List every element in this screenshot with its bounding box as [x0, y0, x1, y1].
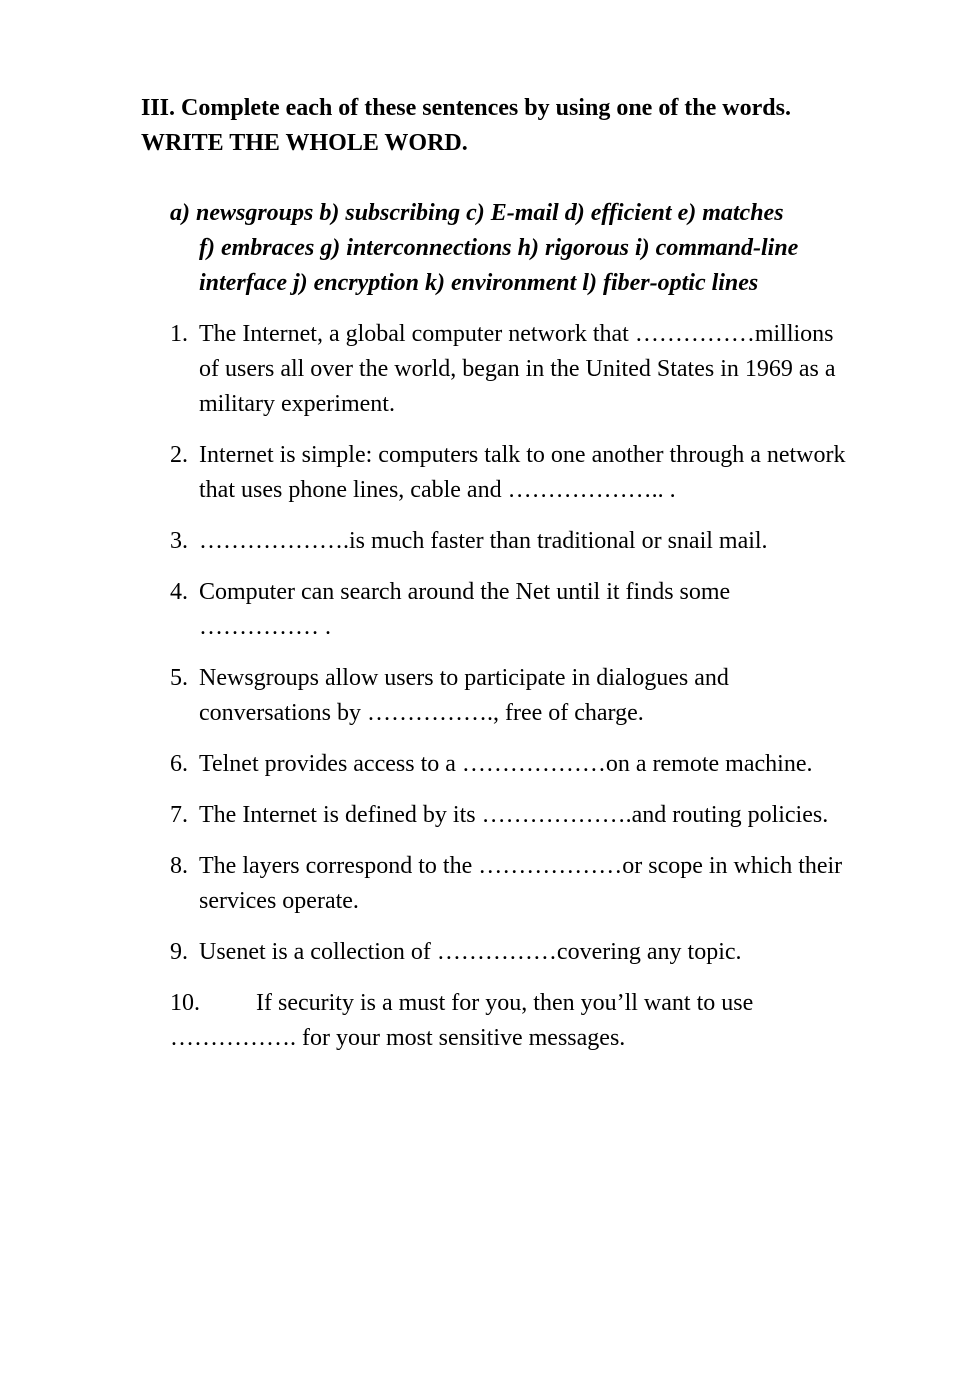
- sentence-line: Computer can search around the Net until it finds some: [199, 579, 731, 605]
- sentence-item: [170, 438, 930, 508]
- sentence-line: The layers correspond to the ………………or scope in which their: [199, 853, 843, 879]
- sentence-item: [170, 849, 930, 919]
- item-number: 4.: [170, 579, 188, 605]
- sentence-line: [170, 986, 930, 1021]
- item-number: 7.: [170, 802, 188, 828]
- sentence-line: …………… .: [199, 614, 331, 640]
- sentence-line: that uses phone lines, cable and ……………….. .: [199, 477, 676, 503]
- sentence-line: conversations by ……………., free of charge.: [199, 700, 644, 726]
- sentence-line: services operate.: [199, 888, 359, 914]
- item-number: 1.: [170, 321, 188, 347]
- item-number: 9.: [170, 939, 188, 965]
- options-line: f) embraces g) interconnections h) rigorous i) command-line: [199, 235, 799, 261]
- item-number: 8.: [170, 853, 188, 879]
- sentence-line: Telnet provides access to a ………………on a remote machine.: [199, 751, 813, 777]
- sentence-item: [170, 747, 930, 782]
- sentence-list: [170, 317, 930, 1056]
- options-line: a) newsgroups b) subscribing c) E-mail d) efficient e) matches: [170, 200, 784, 226]
- sentence-item: [170, 986, 930, 1056]
- item-number: 6.: [170, 751, 188, 777]
- word-options: [170, 196, 930, 301]
- sentence-item: [170, 524, 930, 559]
- sentence-line: Usenet is a collection of ……………covering any topic.: [199, 939, 742, 965]
- sentence-item: [170, 661, 930, 731]
- sentence-line: The Internet, a global computer network that ……………millions: [199, 321, 834, 347]
- item-number: 10.: [170, 990, 200, 1016]
- sentence-item: [170, 317, 930, 422]
- sentence-line: ……………….is much faster than traditional or snail mail.: [199, 528, 768, 554]
- item-number: 3.: [170, 528, 188, 554]
- sentence-line: Newsgroups allow users to participate in dialogues and: [199, 665, 729, 691]
- item-number: 2.: [170, 442, 188, 468]
- sentence-line: Internet is simple: computers talk to one another through a network: [199, 442, 846, 468]
- item-number: 5.: [170, 665, 188, 691]
- sentence-line: The Internet is defined by its ……………….and routing policies.: [199, 802, 829, 828]
- sentence-line: ……………. for your most sensitive messages.: [170, 1025, 626, 1051]
- heading-line: WRITE THE WHOLE WORD.: [141, 130, 468, 156]
- sentence-item: [170, 798, 930, 833]
- sentence-line: military experiment.: [199, 391, 395, 417]
- exercise-heading: [141, 91, 921, 161]
- sentence-item: [170, 575, 930, 645]
- sentence-line: of users all over the world, began in the United States in 1969 as a: [199, 356, 836, 382]
- sentence-item: [170, 935, 930, 970]
- sentence-text: If security is a must for you, then you’ll want to use: [256, 990, 754, 1016]
- options-line: interface j) encryption k) environment l) fiber-optic lines: [199, 270, 759, 296]
- heading-line: III. Complete each of these sentences by using one of the words.: [141, 95, 791, 121]
